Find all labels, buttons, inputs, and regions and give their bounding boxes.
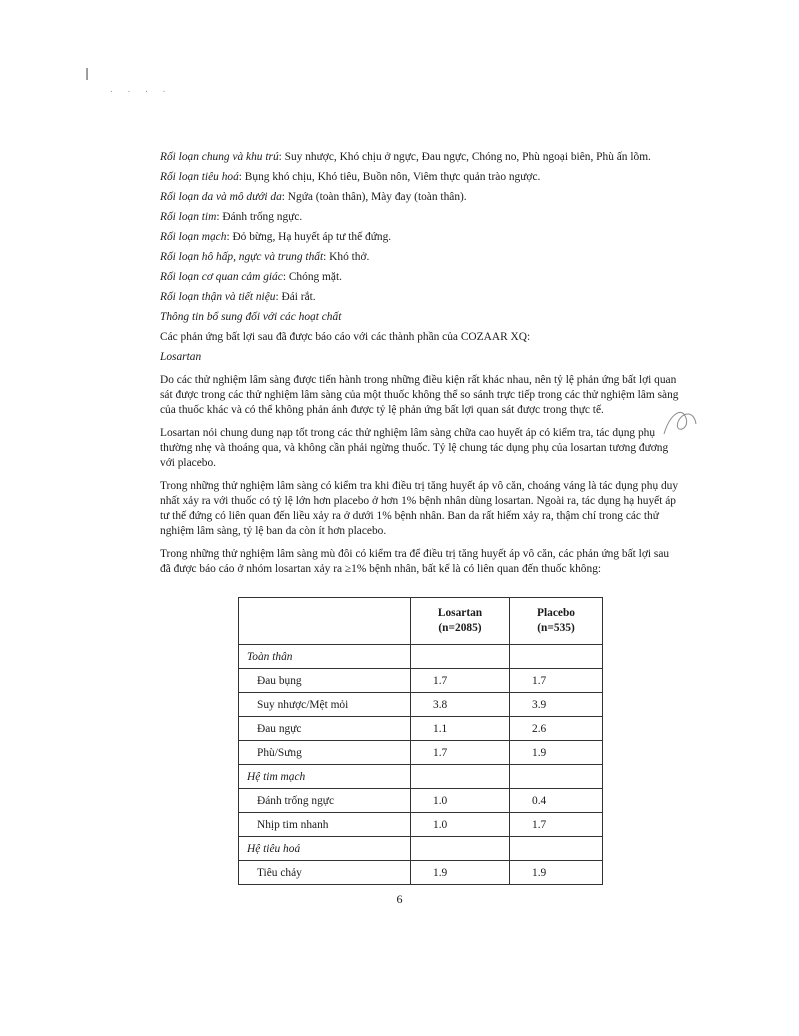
table-cell (411, 645, 510, 669)
para-skin (160, 190, 680, 205)
table-header-row (239, 598, 603, 645)
section-row (239, 765, 603, 789)
para-text: : Suy nhược, Khó chịu ở ngực, Đau ngực, Chóng no, Phù ngoại biên, Phù ấn lõm. (278, 151, 651, 163)
section-row (239, 645, 603, 669)
table-row (239, 717, 603, 741)
row-label: Đau ngực (239, 717, 411, 741)
table-cell (510, 645, 603, 669)
row-label: Nhịp tim nhanh (239, 813, 411, 837)
para-text: : Chóng mặt. (282, 271, 342, 283)
para-title: Rối loạn chung và khu trú (160, 151, 279, 163)
placebo-value: 1.9 (510, 741, 603, 765)
placebo-value: 3.9 (510, 693, 603, 717)
row-label: Phù/Sưng (239, 741, 411, 765)
para-cardiac (160, 210, 680, 225)
section-row (239, 837, 603, 861)
table-row (239, 693, 603, 717)
para-title: Rối loạn hô hấp, ngực và trung thất (160, 251, 324, 263)
losartan-value: 1.9 (411, 861, 510, 885)
table-cell (411, 765, 510, 789)
adverse-reactions-table (238, 597, 603, 885)
losartan-value: 3.8 (411, 693, 510, 717)
para-title: Rối loạn mạch (160, 231, 227, 243)
table-row (239, 741, 603, 765)
para-renal (160, 290, 680, 305)
row-label: Đau bụng (239, 669, 411, 693)
table-row (239, 813, 603, 837)
scan-artifact: ı (84, 60, 91, 85)
placebo-value: 1.9 (510, 861, 603, 885)
para-text: : Đỏ bừng, Hạ huyết áp tư thế đứng. (226, 231, 392, 243)
para-respiratory (160, 250, 680, 265)
losartan-value: 1.7 (411, 741, 510, 765)
placebo-value: 2.6 (510, 717, 603, 741)
table-row (239, 861, 603, 885)
para-title: Rối loạn tiêu hoá (160, 171, 239, 183)
losartan-value: 1.0 (411, 789, 510, 813)
table-row (239, 789, 603, 813)
header-empty (239, 598, 411, 645)
para-sensory (160, 270, 680, 285)
losartan-value: 1.0 (411, 813, 510, 837)
table-cell (510, 765, 603, 789)
body-paragraph: Do các thử nghiệm lâm sàng được tiến hành trong những điều kiện rất khác nhau, nên tỷ lệ phản ứng bất lợi quan sát được trong các thử nghiệm lâm sàng của một thuốc không thể so sánh trực tiếp trong các thử nghiệm lâm sàng của thuốc khác và có thể không phản ánh được tỷ lệ phản ứng bất lợi quan sát được trong thực tế. (160, 374, 679, 416)
para-general-disorders (160, 150, 680, 165)
document-body (160, 150, 680, 582)
row-label: Đánh trống ngực (239, 789, 411, 813)
header-placebo (510, 598, 603, 645)
losartan-heading: Losartan (160, 351, 202, 363)
header-label: Placebo (537, 607, 575, 619)
table-cell (411, 837, 510, 861)
table-row (239, 669, 603, 693)
losartan-value: 1.7 (411, 669, 510, 693)
para-digestive (160, 170, 680, 185)
losartan-value: 1.1 (411, 717, 510, 741)
header-losartan (411, 598, 510, 645)
section-label: Hệ tim mạch (239, 765, 411, 789)
supplement-heading: Thông tin bổ sung đối với các hoạt chất (160, 311, 342, 323)
para-vascular (160, 230, 680, 245)
placebo-value: 1.7 (510, 813, 603, 837)
supplement-intro: Các phản ứng bất lợi sau đã được báo cáo với các thành phần của COZAAR XQ: (160, 331, 531, 343)
scan-artifact: . . . . (110, 84, 172, 95)
body-paragraph: Losartan nói chung dung nạp tốt trong các thử nghiệm lâm sàng chữa cao huyết áp có kiểm tra, tác dụng phụ thường nhẹ và thoáng qua, và không cần phải ngừng thuốc. Tỷ lệ chung tác dụng phụ của losartan tương đương với placebo. (160, 427, 669, 469)
header-label: Losartan (437, 607, 483, 619)
para-text: : Khó thở. (323, 251, 370, 263)
para-text: : Bụng khó chịu, Khó tiêu, Buồn nôn, Viêm thực quản trào ngược. (238, 171, 541, 183)
handwritten-mark (660, 404, 700, 440)
header-count: (n=2085) (438, 622, 482, 634)
data-table (238, 597, 603, 885)
para-text: : Ngứa (toàn thân), Mày đay (toàn thân). (281, 191, 467, 203)
para-text: : Đánh trống ngực. (216, 211, 303, 223)
para-title: Rối loạn tim (160, 211, 217, 223)
body-paragraph: Trong những thử nghiệm lâm sàng có kiểm tra khi điều trị tăng huyết áp vô căn, choáng váng là tác dụng phụ duy nhất xảy ra với thuốc có tỷ lệ lớn hơn placebo ở hơn 1% bệnh nhân dùng losartan. Ngoài ra, tác dụng hạ huyết áp tư thế đứng có liên quan đến liều xảy ra ở dưới 1% bệnh nhân. Ban da rất hiếm xảy ra, thậm chí trong các thử nghiệm lâm sàng, tỷ lệ ban da còn ít hơn placebo. (160, 480, 679, 537)
body-paragraph: Trong những thử nghiệm lâm sàng mù đôi có kiểm tra để điều trị tăng huyết áp vô căn, các phản ứng bất lợi sau đã được báo cáo ở nhóm losartan xảy ra ≥1% bệnh nhân, bất kể là có liên quan đến thuốc không: (160, 548, 670, 575)
row-label: Tiêu chảy (239, 861, 411, 885)
header-count: (n=535) (537, 622, 575, 634)
page-number: 6 (396, 892, 403, 906)
para-text: : Đái rắt. (275, 291, 316, 303)
para-title: Rối loạn cơ quan cảm giác (160, 271, 283, 283)
table-cell (510, 837, 603, 861)
placebo-value: 1.7 (510, 669, 603, 693)
section-label: Hệ tiêu hoá (239, 837, 411, 861)
placebo-value: 0.4 (510, 789, 603, 813)
para-title: Rối loạn da và mô dưới da (160, 191, 282, 203)
para-title: Rối loạn thận và tiết niệu (160, 291, 276, 303)
row-label: Suy nhược/Mệt mỏi (239, 693, 411, 717)
section-label: Toàn thân (239, 645, 411, 669)
